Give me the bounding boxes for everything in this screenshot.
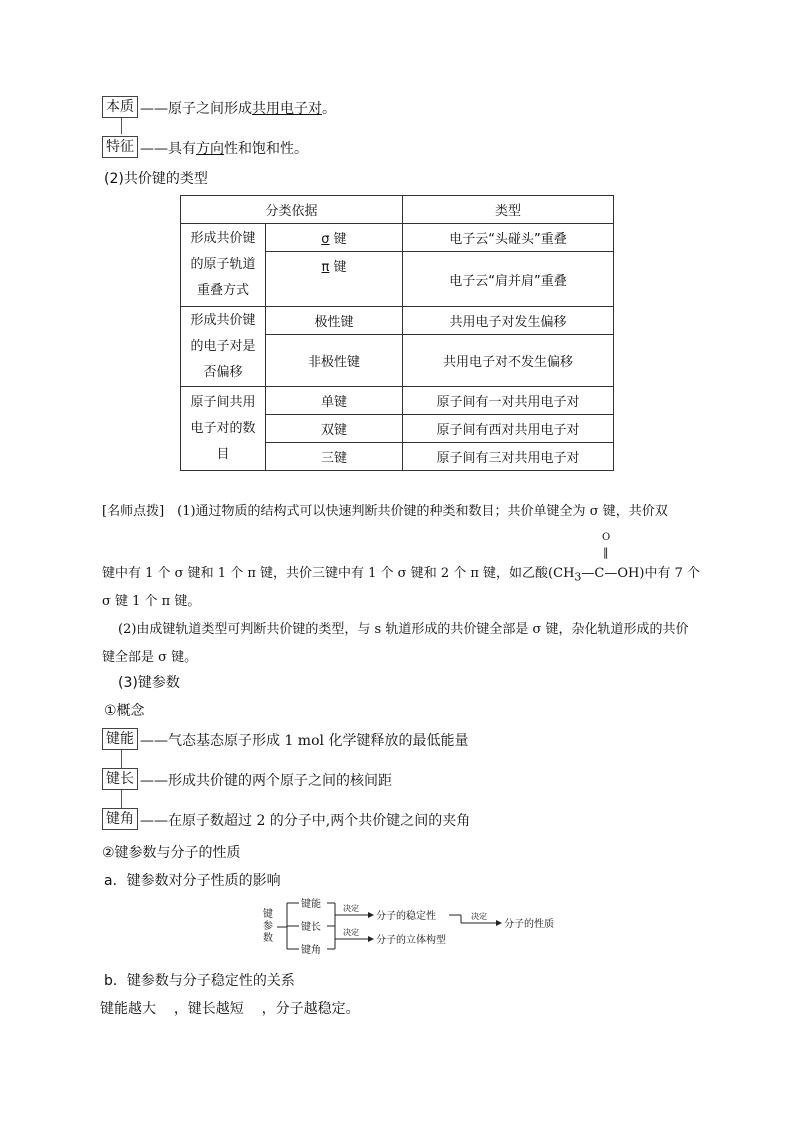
- diagram-decide-3: 决定: [471, 912, 487, 921]
- table-basis-cell: 原子间共用 电子对的数 目: [181, 387, 266, 471]
- tip-line-1: [名师点拨] (1)通过物质的结构式可以快速判断共价键的种类和数目；共价单键全为 σ 键，共价双: [102, 504, 668, 519]
- params-heading: (3)键参数: [118, 675, 180, 691]
- table-row: π 键: [266, 252, 403, 307]
- table-row: 三键: [266, 443, 403, 471]
- bond-angle-box: 键角: [102, 808, 138, 830]
- table-row: 原子间有西对共用电子对: [403, 415, 614, 443]
- table-row: 极性键: [266, 307, 403, 335]
- table-row: σ 键: [266, 224, 403, 252]
- tip-line-2: 键中有 1 个 σ 键和 1 个 π 键，共价三键中有 1 个 σ 键和 2 个 π 键，如乙酸$(CH_3—C—OH)$ O ‖ 中有 7 个: [102, 532, 700, 584]
- table-header-basis: 分类依据: [181, 196, 403, 224]
- bond-energy-box: 键能: [102, 728, 138, 750]
- connector-line: [121, 750, 122, 768]
- sub-heading-b: b．键参数与分子稳定性的关系: [104, 973, 295, 989]
- connector-line: [121, 118, 122, 134]
- diagram-geometry: 分子的立体构型: [376, 935, 446, 946]
- diagram-decide-2: 决定: [343, 928, 359, 937]
- sub-heading-a: a．键参数对分子性质的影响: [104, 873, 281, 889]
- table-basis-cell: 形成共价键 的电子对是 否偏移: [181, 307, 266, 387]
- relation-heading: ②键参数与分子的性质: [102, 845, 241, 861]
- formula-oxygen: O: [602, 532, 611, 543]
- diagram-properties: 分子的性质: [504, 919, 554, 930]
- diagram-root-1: 键: [263, 909, 273, 920]
- connector-line: [121, 790, 122, 808]
- table-row: 共用电子对发生偏移: [403, 307, 614, 335]
- acetic-acid-formula: $(CH_3—C—OH)$ O ‖: [548, 532, 645, 584]
- concept-heading: ①概念: [104, 703, 145, 719]
- diagram-item-length: 键长: [301, 922, 321, 933]
- diagram-root-2: 参: [263, 921, 273, 932]
- diagram-item-energy: 键能: [301, 899, 321, 910]
- diagram-stability: 分子的稳定性: [376, 911, 436, 922]
- tip-line-3: σ 键 1 个 π 键。: [102, 594, 201, 609]
- feature-text: ——具有方向性和饱和性。: [140, 141, 308, 157]
- diagram-decide-1: 决定: [343, 904, 359, 913]
- table-row: 非极性键: [266, 335, 403, 387]
- bond-params-diagram: [255, 893, 575, 958]
- table-row: 原子间有一对共用电子对: [403, 387, 614, 415]
- bond-types-table: [180, 195, 614, 471]
- diagram-root-3: 数: [263, 933, 273, 944]
- table-row: 共用电子对不发生偏移: [403, 335, 614, 387]
- feature-box: 特征: [102, 136, 138, 158]
- diagram-item-angle: 键角: [301, 945, 321, 956]
- table-row: 电子云“肩并肩”重叠: [403, 252, 614, 307]
- tip-para2-line-1: (2)由成键轨道类型可判断共价键的类型，与 s 轨道形成的共价键全部是 σ 键，杂化轨道形成的共价: [118, 622, 689, 637]
- table-row: 双键: [266, 415, 403, 443]
- table-row: 单键: [266, 387, 403, 415]
- types-heading: (2)共价键的类型: [104, 171, 208, 187]
- bond-energy-text: ——气态基态原子形成 1 mol 化学键释放的最低能量: [140, 733, 469, 749]
- bond-angle-text: ——在原子数超过 2 的分子中,两个共价键之间的夹角: [140, 813, 471, 829]
- tip-para2-line-2: 键全部是 σ 键。: [102, 650, 198, 665]
- essence-text: ——原子之间形成共用电子对。: [140, 101, 336, 117]
- conclusion-text: 键能越大 ，键长越短 ，分子越稳定。: [100, 1001, 360, 1017]
- table-basis-cell: 形成共价键 的原子轨道 重叠方式: [181, 224, 266, 307]
- table-row: 原子间有三对共用电子对: [403, 443, 614, 471]
- bond-length-text: ——形成共价键的两个原子之间的核间距: [140, 773, 392, 789]
- formula-double-bond: ‖: [603, 546, 609, 559]
- essence-box: 本质: [102, 96, 138, 118]
- table-row: 电子云“头碰头”重叠: [403, 224, 614, 252]
- table-header-type: 类型: [403, 196, 614, 224]
- bond-length-box: 键长: [102, 768, 138, 790]
